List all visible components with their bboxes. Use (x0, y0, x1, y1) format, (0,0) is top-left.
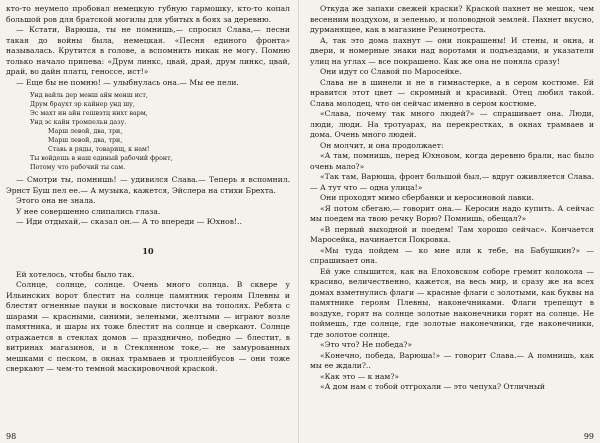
poem-line: Ты войдешь в наш единый рабочий фронт, (30, 155, 173, 162)
paragraph: Ей уже слышится, как на Елоховском соборе гремят колокола — красиво, величественно, кажется, на весь мир, и сразу же на всех домах взметнулись флаги — красные флаги с золотыми, как буквы на памятнике героям Плевны, наконечниками. Флаги трепещут в воздухе, горят на солнце золотые наконечники горят на солнце. Не поймешь, где солнце, где золотые наконечники, где наконечники, где золотое солнце. (310, 266, 594, 339)
paragraph: — Смотри ты, помнишь! — удивился Слава.— Теперь я вспомнил. Эрнст Буш пел ее.— А музыка, кажется, Эйслера на стихи Брехта. (6, 175, 290, 195)
poem-line: Марш левой, два, три, (48, 137, 123, 144)
paragraph: Этого она не знала. (16, 196, 96, 205)
poem-block (30, 91, 290, 172)
paragraph: — Иди отдыхай,— сказал он.— А то впереди — Юхнов!.. (16, 217, 242, 226)
paragraph: «Мы туда пойдем — ко мне или к тебе, на Бабушкин?» — спрашивает она. (310, 245, 594, 265)
poem-line: Унд вайль дер менш айн менш ист, (30, 92, 148, 99)
poem-line: Потому что рабочий ты сам. (30, 164, 126, 171)
paragraph: Ей хотелось, чтобы было так. (16, 269, 135, 279)
paragraph: «Это что? Не победа?» (320, 340, 413, 349)
paragraph: Солнце, солнце, солнце. Очень много солнца. В сквере у Ильинских ворот блестит на солнце памятник героям Плевны и блестят огненные пауки и восковые листочки на тополях. Ребята с шарами — красными, синими, зелеными, желтыми — играют возле памятника, и шары их тоже блестят на солнце и сверкают. Солнце отражается в стеклах домов — празднично, победно — блестит, в витринах магазинов, и в Стеклянном токе,— не замурованных мешками с песком, в окнах трамваев и троллейбусов — они тоже сверкают — чем-то темной маскировочной краской. (6, 280, 290, 373)
left-page (6, 4, 290, 441)
paragraph: Откуда же запахи свежей краски? Краской пахнет не мешок, чем весенним воздухом, и зеленью, и половодной землей. Пахнет вкусно, дурманящее, как в магазине Резинотреста. (310, 4, 594, 34)
paragraph: «А там, помнишь, перед Юхновом, когда деревню брали, нас было очень мало?» (310, 151, 594, 171)
chapter-number: 10 (142, 245, 154, 256)
paragraph: У нее совершенно слипались глаза. (16, 206, 161, 216)
paragraph: «Как это — к нам?» (320, 371, 400, 381)
paragraph: Он молчит, и она продолжает: (320, 140, 444, 150)
paragraph: «В первый выходной и поедем! Там хорошо сейчас». Кончается Маросейка, начинается Покровка. (310, 224, 594, 244)
paragraph: Они проходят мимо сбербанки и керосиновой лавки. (320, 193, 534, 202)
paragraph: «Конечно, победа, Варюша!» — говорит Слава.— А помнишь, как мы ее ждали?.. (310, 350, 594, 370)
poem-line: Марш левой, два, три, (48, 128, 123, 135)
paragraph: — Еще бы не помню! — улыбнулась она.— Мы ее пели. (16, 77, 239, 87)
page-number: 99 (583, 432, 594, 441)
paragraph: кто-то неумело пробовал немецкую губную гармошку, кто-то копал большой ров для братской могилы для убитых в боях за деревню. (6, 4, 290, 24)
page-gutter (298, 0, 299, 443)
paragraph: — Кстати, Варюша, ты не помнишь,— спросил Слава,— песни такая до войны была, немецкая. «Песня единого фронта» называлась. Крутится в голове, а вспомнить никак не могу. Помню только начало припева: «Друм линкс, цвай, драй, друм линкс, цвай, драй, во дайн платц, геноссе, ист!» (6, 25, 290, 76)
paragraph: «Слава, почему так много людей?» — спрашивает она. Люди, люди, люди. На тротуарах, на перекрестках, в окнах трамваев и дома. Очень много людей. (310, 109, 594, 139)
paragraph: «А дом нам с тобой отгрохали — это чепуха? Отличный (320, 382, 545, 391)
paragraph: Они идут со Славой по Маросейке. (320, 67, 462, 76)
paragraph: А, так это дома пахнут — они покрашены! И стены, и окна, и двери, и номерные знаки над воротами и подъездами, и указатели улиц на углах — все покрашено. Как же она не поняла сразу! (310, 35, 594, 66)
page-number: 98 (6, 432, 17, 441)
poem-line: Друм браухт эр кайнер унд шу, (30, 101, 135, 108)
poem-line: Эс махт ин айн гешвэтц нихт варм, (30, 110, 148, 117)
paragraph: «Я потом сбегаю,— говорит она.— Керосин надо купить. А сейчас мы поедем на твою речку Ворю? Помнишь, обещал?» (310, 203, 594, 223)
paragraph: Слава не в шинели и не в гимнастерке, а в сером костюме. Ей нравится этот цвет — скромный и красивый. Отец любил такой. Слава молодец, что он сейчас именно в сером костюме. (310, 77, 594, 108)
right-page (310, 4, 594, 441)
paragraph: «Так там, Варюша, фронт большой был,— вдруг оживляется Слава.— А тут что — одна улица!» (310, 172, 594, 192)
poem-line: Ставь в ряды, товарищ, к нам! (48, 146, 150, 153)
poem-line: Унд эс кайн тромпельн дазу. (30, 119, 127, 126)
